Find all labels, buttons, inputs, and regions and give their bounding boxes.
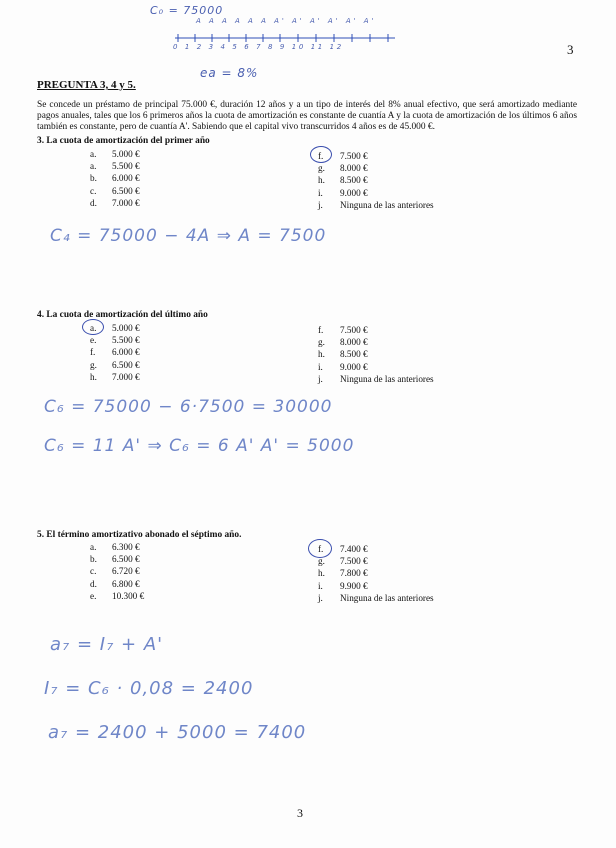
option[interactable]: d. 7.000 €: [90, 197, 140, 208]
option[interactable]: h. 7.800 €: [318, 568, 368, 579]
handwritten-q5-work-line3: a₇ = 2400 + 5000 = 7400: [48, 722, 307, 743]
option[interactable]: d. 6.800 €: [90, 578, 140, 589]
option[interactable]: f. 7.500 €: [318, 325, 368, 335]
question-group-heading: PREGUNTA 3, 4 y 5.: [37, 79, 136, 91]
option[interactable]: g. 8.000 €: [318, 163, 368, 174]
option[interactable]: h. 8.500 €: [318, 175, 368, 186]
option[interactable]: a. 5.500 €: [90, 161, 140, 172]
handwritten-q3-work: C₄ = 75000 − 4A ⇒ A = 7500: [50, 226, 327, 246]
option[interactable]: b. 6.000 €: [90, 173, 140, 184]
option[interactable]: c. 6.720 €: [90, 566, 140, 577]
option[interactable]: a. 6.300 €: [90, 542, 140, 552]
option[interactable]: a. 5.000 €: [90, 323, 140, 333]
option[interactable]: f. 7.500 €: [318, 151, 368, 161]
answer-circle-mark: [310, 146, 332, 163]
option[interactable]: g. 8.000 €: [318, 337, 368, 348]
option[interactable]: c. 6.500 €: [90, 185, 140, 196]
question-5-options-right: [318, 543, 434, 604]
option[interactable]: j. Ninguna de las anteriores: [318, 592, 434, 603]
option[interactable]: h. 8.500 €: [318, 349, 368, 360]
option[interactable]: h. 7.000 €: [90, 371, 140, 382]
page-number-bottom: 3: [297, 806, 303, 820]
question-3-options-right: [318, 150, 434, 211]
option[interactable]: f. 7.400 €: [318, 544, 368, 554]
option[interactable]: g. 6.500 €: [90, 359, 140, 370]
option[interactable]: b. 6.500 €: [90, 554, 140, 565]
handwritten-q4-work-line2: C₆ = 11 A' ⇒ C₆ = 6 A' A' = 5000: [44, 436, 355, 456]
option[interactable]: a. 5.000 €: [90, 149, 140, 159]
option[interactable]: g. 7.500 €: [318, 556, 368, 567]
page-number-top: 3: [567, 42, 574, 57]
question-5-options-left: [90, 541, 144, 602]
handwritten-q4-work-line1: C₆ = 75000 − 6·7500 = 30000: [44, 397, 333, 417]
option[interactable]: i. 9.900 €: [318, 580, 368, 591]
handwritten-q5-work-line1: a₇ = I₇ + A': [50, 634, 164, 655]
option[interactable]: e. 10.300 €: [90, 590, 145, 601]
handwritten-q5-work-line2: I₇ = C₆ · 0,08 = 2400: [44, 678, 254, 699]
question-5-title: 5. El término amortizativo abonado el séptimo año.: [37, 530, 242, 540]
answer-circle-mark: [308, 539, 332, 558]
option[interactable]: i. 9.000 €: [318, 187, 368, 198]
option[interactable]: e. 5.500 €: [90, 335, 140, 346]
handwritten-initial-capital: C₀ = 75000: [150, 4, 224, 17]
question-3-title: 3. La cuota de amortización del primer año: [37, 136, 210, 146]
option[interactable]: f. 6.000 €: [90, 347, 140, 358]
option[interactable]: j. Ninguna de las anteriores: [318, 199, 434, 210]
option[interactable]: j. Ninguna de las anteriores: [318, 373, 434, 384]
handwritten-interest-rate: ea = 8%: [200, 66, 259, 80]
handwritten-timeline: [170, 20, 410, 60]
answer-circle-mark: [82, 319, 104, 335]
question-4-options-right: [318, 324, 434, 385]
question-3-options-left: [90, 148, 140, 209]
question-4-title: 4. La cuota de amortización del último año: [37, 310, 208, 320]
problem-statement: Se concede un préstamo de principal 75.000 €, duración 12 años y a un tipo de interés del 8% anual efectivo, que será amortizado mediante pagos anuales, tales que los 6 primeros años la cuota de amortización es constante de cuantía A y la cuota de amortización de los últimos 6 años también es constante, pero de cuantía A'. Sabiendo que el capital vivo transcurridos 4 años es de 45.000 €.: [37, 100, 577, 132]
option[interactable]: i. 9.000 €: [318, 361, 368, 372]
handwritten-timeline-years: 0 1 2 3 4 5 6 7 8 9 10 11 12: [173, 43, 344, 51]
handwritten-timeline-payments: A A A A A A A' A' A' A' A' A': [196, 17, 377, 25]
